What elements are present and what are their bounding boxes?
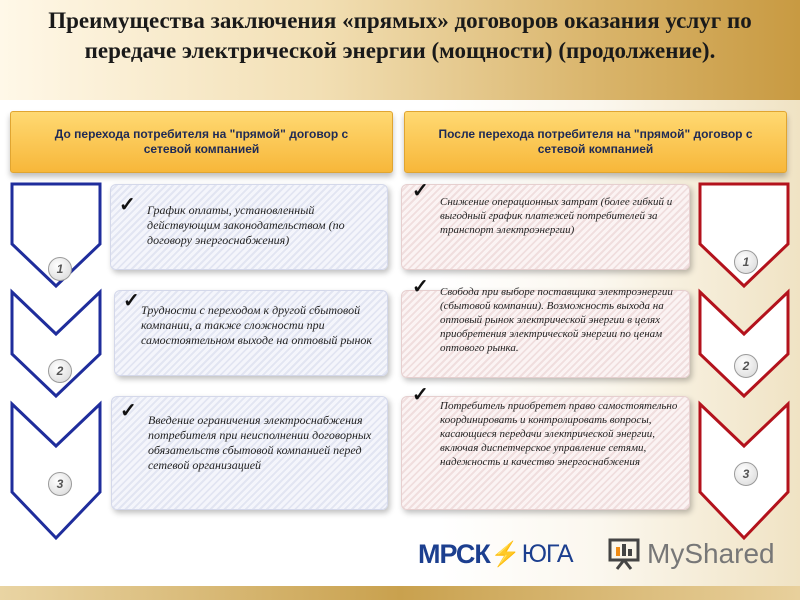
header-after [404,111,787,173]
left-card-1-text: График оплаты, установленный действующим законодательством (по договору энергоснабжения) [147,203,345,247]
right-chevron-2 [700,292,788,396]
myshared-wordmark: MyShared [647,538,775,569]
check-icon: ✓ [120,400,137,422]
slide-title: Преимущества заключения «прямых» договоров оказания услуг по передаче электрической энергии (мощности) (продолжение). [48,8,752,63]
right-card-3-text: Потребитель приобретет право самостоятельно координировать и контролировать вопросы, касающиеся передачи электрической энергии, включая диспетчерское управление сетями, надежность и качество энергоснабжения [440,400,678,468]
myshared-logo [607,537,775,571]
right-card-1-text: Снижение операционных затрат (более гибкий и выгодный график платежей потребителей за транспорт электроэнергии) [440,196,673,236]
right-card-1 [401,180,690,270]
check-icon: ✓ [123,290,140,312]
left-card-2 [114,290,388,376]
check-icon: ✓ [412,384,429,406]
right-badge-1: 1 [734,250,758,274]
mrsk-logo [418,538,573,570]
right-badge-3: 3 [734,462,758,486]
right-card-2-text: Свобода при выборе поставщика электроэнергии (сбытовой компании). Возможность выхода на оптовый рынок электрической энергии в целях приобретения электрической энергии по ценам оптового рынка. [440,286,673,354]
header-before [10,111,393,173]
mrsk-logo-suffix: ЮГА [521,539,573,568]
left-card-1 [110,184,388,270]
header-after-label: После перехода потребителя на "прямой" договор с сетевой компанией [438,127,753,156]
left-card-2-text: Трудности с переходом к другой сбытовой компании, а также сложности при самостоятельном выходе на оптовый рынок [141,303,373,347]
left-badge-3: 3 [48,472,72,496]
mrsk-logo-main: МРСК [418,538,490,569]
left-badge-2: 2 [48,359,72,383]
right-card-3 [401,384,690,510]
left-chevron-3 [12,404,100,538]
left-badge-1: 1 [48,257,72,281]
right-card-2 [401,276,690,378]
check-icon: ✓ [412,180,429,202]
presentation-board-icon [607,537,641,571]
left-card-3-text: Введение ограничения электроснабжения потребителя при неисполнении договорных обязательств сбытовой компанией перед сетевой организацией [148,413,372,472]
bolt-icon: ⚡ [490,540,521,568]
check-icon: ✓ [119,194,136,216]
header-before-label: До перехода потребителя на "прямой" договор с сетевой компанией [54,127,349,156]
left-card-3 [111,396,388,510]
check-icon: ✓ [412,276,429,298]
right-badge-2: 2 [734,354,758,378]
bottom-gold-band [0,586,800,600]
